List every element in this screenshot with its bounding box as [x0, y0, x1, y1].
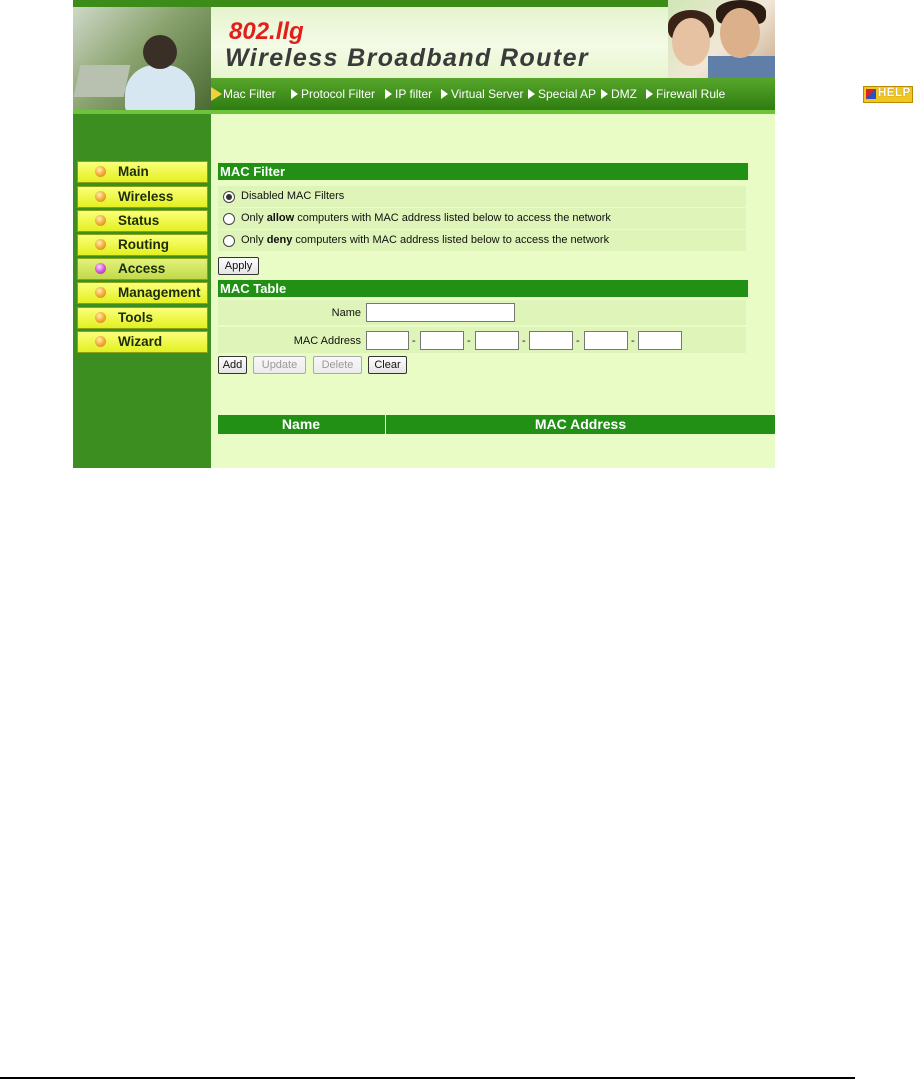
- banner-photo-right: [668, 0, 775, 78]
- banner-photo-left: [73, 7, 211, 110]
- add-button[interactable]: Add: [218, 356, 247, 374]
- bullet-icon: [95, 166, 106, 177]
- radio-disabled[interactable]: [223, 191, 235, 203]
- mac-filter-option-allow: Only allow computers with MAC address listed below to access the network: [218, 208, 746, 229]
- mac-table-address-row: [218, 327, 746, 353]
- sidebar-nav: [73, 114, 211, 468]
- mac-table-header: MAC Table: [218, 280, 748, 297]
- sidebar-item-wireless[interactable]: Wireless: [77, 186, 208, 208]
- tab-special-ap[interactable]: Special AP: [528, 87, 596, 101]
- mac-separator: -: [631, 335, 635, 347]
- page-bottom-rule: [0, 1077, 855, 1079]
- arrow-right-icon: [601, 89, 608, 99]
- mac-octet-5-input[interactable]: [584, 331, 628, 350]
- top-tab-bar: [211, 78, 911, 110]
- sidebar-item-management[interactable]: Management: [77, 282, 208, 304]
- arrow-right-icon: [528, 89, 535, 99]
- mac-octet-3-input[interactable]: [475, 331, 519, 350]
- mac-separator: -: [467, 335, 471, 347]
- bullet-icon: [95, 215, 106, 226]
- bullet-icon: [95, 312, 106, 323]
- tab-mac-filter[interactable]: Mac Filter: [211, 87, 276, 101]
- delete-button[interactable]: Delete: [313, 356, 362, 374]
- mac-list-header: [218, 415, 775, 434]
- arrow-right-icon: [291, 89, 298, 99]
- bullet-active-icon: [95, 263, 106, 274]
- mac-separator: -: [522, 335, 526, 347]
- sidebar-item-status[interactable]: Status: [77, 210, 208, 232]
- tab-virtual-server[interactable]: Virtual Server: [441, 87, 523, 101]
- mac-octet-2-input[interactable]: [420, 331, 464, 350]
- column-header-mac-address: MAC Address: [534, 416, 627, 432]
- mac-octet-6-input[interactable]: [638, 331, 682, 350]
- arrow-right-icon: [385, 89, 392, 99]
- mac-table-name-row: [218, 300, 746, 325]
- tab-ip-filter[interactable]: IP filter: [385, 87, 432, 101]
- radio-deny[interactable]: [223, 235, 235, 247]
- help-button[interactable]: HELP: [863, 86, 913, 103]
- update-button[interactable]: Update: [253, 356, 306, 374]
- mac-octet-4-input[interactable]: [529, 331, 573, 350]
- main-content: [211, 114, 775, 468]
- sidebar-item-access[interactable]: Access: [77, 258, 208, 280]
- name-label: Name: [331, 307, 361, 319]
- header-banner: [73, 0, 911, 114]
- radio-allow[interactable]: [223, 213, 235, 225]
- brand-standard: 802.llg: [229, 18, 304, 45]
- mac-filter-header: MAC Filter: [218, 163, 748, 180]
- mac-address-label: MAC Address: [293, 335, 361, 347]
- mac-filter-option-disabled: Disabled MAC Filters: [218, 186, 746, 207]
- tab-protocol-filter[interactable]: Protocol Filter: [291, 87, 375, 101]
- column-header-name: Name: [281, 416, 321, 432]
- apply-button[interactable]: Apply: [218, 257, 259, 275]
- sidebar-item-tools[interactable]: Tools: [77, 307, 208, 329]
- help-icon: [866, 89, 876, 99]
- bullet-icon: [95, 239, 106, 250]
- bullet-icon: [95, 336, 106, 347]
- router-admin-frame: [73, 0, 911, 468]
- arrow-right-icon: [211, 87, 222, 101]
- mac-octet-1-input[interactable]: [366, 331, 409, 350]
- sidebar-item-routing[interactable]: Routing: [77, 234, 208, 256]
- name-input[interactable]: [366, 303, 515, 322]
- mac-separator: -: [412, 335, 416, 347]
- mac-separator: -: [576, 335, 580, 347]
- sidebar-item-main[interactable]: Main: [77, 161, 208, 183]
- arrow-right-icon: [646, 89, 653, 99]
- mac-filter-option-deny: Only deny computers with MAC address listed below to access the network: [218, 230, 746, 251]
- bullet-icon: [95, 191, 106, 202]
- sidebar-item-wizard[interactable]: Wizard: [77, 331, 208, 353]
- arrow-right-icon: [441, 89, 448, 99]
- tab-dmz[interactable]: DMZ: [601, 87, 637, 101]
- clear-button[interactable]: Clear: [368, 356, 407, 374]
- tab-firewall-rule[interactable]: Firewall Rule: [646, 87, 725, 101]
- bullet-icon: [95, 287, 106, 298]
- brand-product-title: Wireless Broadband Router: [225, 44, 590, 72]
